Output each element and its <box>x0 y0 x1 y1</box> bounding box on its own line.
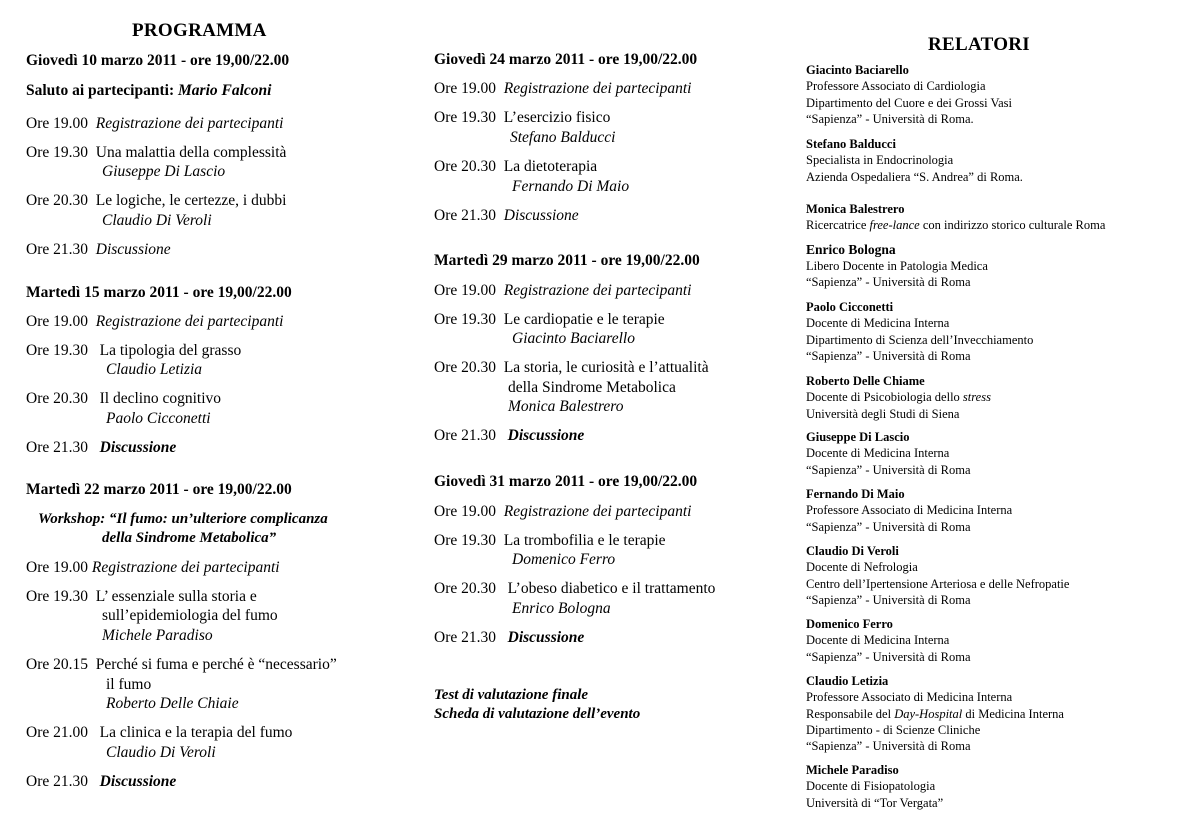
day-heading: Martedì 29 marzo 2011 - ore 19,00/22.00 <box>434 252 700 269</box>
saluto-label: Saluto ai partecipanti: <box>26 82 178 99</box>
session-time: Ore 21.00 <box>26 724 88 741</box>
session-time: Ore 21.30 <box>434 629 496 646</box>
session-line <box>26 241 171 259</box>
speaker-line: “Sapienza” - Università di Roma <box>806 592 971 607</box>
session-time: Ore 19.30 <box>26 144 88 161</box>
speaker-line: “Sapienza” - Università di Roma <box>806 275 971 290</box>
speaker-line: Azienda Ospedaliera “S. Andrea” di Roma. <box>806 169 1023 184</box>
session-title: Perché si fuma e perché è “necessario” <box>95 656 337 673</box>
speaker-line: “Sapienza” - Università di Roma <box>806 462 971 477</box>
speaker-line <box>806 706 1064 722</box>
day-heading: Martedì 15 marzo 2011 - ore 19,00/22.00 <box>26 284 292 301</box>
session-title: Il declino cognitivo <box>99 390 222 407</box>
speaker-line-part: free-lance <box>869 218 920 233</box>
session-time: Ore 19.30 <box>434 311 496 328</box>
speaker-line: “Sapienza” - Università di Roma. <box>806 111 974 126</box>
session-line <box>434 80 691 98</box>
session-speaker: Claudio Letizia <box>106 361 203 378</box>
session-title: L’esercizio fisico <box>503 109 611 126</box>
session-time: Ore 21.30 <box>434 427 496 444</box>
speaker-line: “Sapienza” - Università di Roma <box>806 649 971 664</box>
session-time: Ore 20.30 <box>434 580 496 597</box>
session-title: Le logiche, le certezze, i dubbi <box>95 192 287 209</box>
session-speaker: Domenico Ferro <box>512 551 616 568</box>
session-title: Una malattia della complessità <box>95 144 287 161</box>
speaker-name: Michele Paradiso <box>806 763 899 777</box>
speaker-line: “Sapienza” - Università di Roma <box>806 348 971 363</box>
speaker-line: Dipartimento di Scienza dell’Invecchiamento <box>806 332 1034 347</box>
session-time: Ore 21.30 <box>434 207 496 224</box>
day-heading: Giovedì 24 marzo 2011 - ore 19,00/22.00 <box>434 51 698 68</box>
session-title: La clinica e la terapia del fumo <box>99 724 293 741</box>
session-speaker: Stefano Balducci <box>510 129 616 146</box>
session-line <box>26 656 337 674</box>
session-title: Registrazione dei partecipanti <box>503 503 692 520</box>
session-title: Registrazione dei partecipanti <box>503 80 692 97</box>
day-heading: Martedì 22 marzo 2011 - ore 19,00/22.00 <box>26 481 292 498</box>
final-evaluation: Scheda di valutazione dell’evento <box>434 706 641 722</box>
day-heading: Giovedì 10 marzo 2011 - ore 19,00/22.00 <box>26 52 290 69</box>
session-line <box>26 390 221 408</box>
workshop-title: della Sindrome Metabolica” <box>102 530 277 546</box>
speaker-entry <box>806 241 988 291</box>
speaker-name: Roberto Delle Chiame <box>806 374 925 388</box>
session-title: il fumo <box>106 676 152 693</box>
session-time: Ore 19.00 <box>26 559 88 576</box>
session-speaker: Claudio Di Veroli <box>106 744 216 761</box>
session-time: Ore 20.30 <box>434 158 496 175</box>
session-speaker: Claudio Di Veroli <box>102 212 212 229</box>
speaker-line: Dipartimento - di Scienze Cliniche <box>806 722 981 737</box>
saluto-name: Mario Falconi <box>178 82 272 99</box>
speaker-line: Specialista in Endocrinologia <box>806 153 954 168</box>
session-line <box>434 629 584 647</box>
session-line <box>434 158 597 176</box>
speaker-line: Docente di Medicina Interna <box>806 316 950 331</box>
session-title: Discussione <box>99 439 177 456</box>
session-line <box>26 313 283 331</box>
session-line <box>434 532 666 550</box>
speaker-line: Professore Associato di Medicina Interna <box>806 503 1013 518</box>
session-line <box>434 207 579 225</box>
session-line <box>26 115 283 133</box>
session-line <box>434 359 709 377</box>
speaker-name: Paolo Cicconetti <box>806 300 894 314</box>
session-title: La tipologia del grasso <box>99 342 242 359</box>
session-speaker: Fernando Di Maio <box>512 178 630 195</box>
session-title: Registrazione dei partecipanti <box>503 282 692 299</box>
speaker-line: Docente di Medicina Interna <box>806 446 950 461</box>
speaker-entry <box>806 373 991 422</box>
workshop-title: Workshop: “Il fumo: un’ulteriore complicanza <box>38 511 328 527</box>
session-line <box>26 773 176 791</box>
speaker-line-part: di Medicina Interna <box>962 706 1064 721</box>
session-title: Le cardiopatie e le terapie <box>503 311 665 328</box>
speaker-entry <box>806 486 1012 535</box>
speaker-line-part: Day-Hospital <box>894 706 963 721</box>
speaker-line-part: Ricercatrice <box>806 218 870 233</box>
session-line <box>434 109 610 127</box>
speaker-entry <box>806 673 1064 754</box>
session-speaker: Michele Paradiso <box>102 627 213 644</box>
speaker-line: Dipartimento del Cuore e dei Grossi Vasi <box>806 95 1012 110</box>
speaker-line: Docente di Fisiopatologia <box>806 779 936 794</box>
session-time: Ore 19.00 <box>434 80 496 97</box>
session-line <box>26 342 241 360</box>
session-time: Ore 21.30 <box>26 241 88 258</box>
session-speaker: Giacinto Baciarello <box>512 330 635 347</box>
speaker-line: Professore Associato di Cardiologia <box>806 79 986 94</box>
session-title: della Sindrome Metabolica <box>508 379 676 396</box>
session-title: Discussione <box>95 241 171 258</box>
speaker-line: Centro dell’Ipertensione Arteriosa e delle Nefropatie <box>806 576 1070 591</box>
speaker-name: Domenico Ferro <box>806 617 893 631</box>
session-line <box>434 580 715 598</box>
session-time: Ore 20.30 <box>434 359 496 376</box>
session-time: Ore 19.30 <box>26 342 88 359</box>
session-title: Discussione <box>99 773 177 790</box>
saluto-line <box>26 82 271 100</box>
speaker-name: Giuseppe Di Lascio <box>806 430 910 444</box>
speaker-line-part: con indirizzo storico culturale Roma <box>919 218 1106 233</box>
speaker-line: Libero Docente in Patologia Medica <box>806 259 988 273</box>
speaker-entry <box>806 543 1069 608</box>
speaker-name: Claudio Di Veroli <box>806 544 899 558</box>
session-title: L’obeso diabetico e il trattamento <box>507 580 716 597</box>
speaker-line: Università di “Tor Vergata” <box>806 795 944 810</box>
session-title: Discussione <box>503 207 579 224</box>
speaker-line-part: stress <box>962 390 991 405</box>
speaker-name: Giacinto Baciarello <box>806 63 909 77</box>
session-speaker: Giuseppe Di Lascio <box>102 163 226 180</box>
speaker-line: Docente di Nefrologia <box>806 560 918 575</box>
session-line <box>26 724 292 742</box>
session-line <box>434 503 691 521</box>
session-title: Registrazione dei partecipanti <box>91 559 280 576</box>
speaker-entry <box>806 616 971 665</box>
session-speaker: Paolo Cicconetti <box>106 410 211 427</box>
session-title: Registrazione dei partecipanti <box>95 313 284 330</box>
session-title: Discussione <box>507 427 585 444</box>
session-title: sull’epidemiologia del fumo <box>102 607 278 624</box>
speaker-line-part: Docente di Psicobiologia dello <box>806 390 963 405</box>
session-title: L’ essenziale sulla storia e <box>95 588 257 605</box>
session-time: Ore 19.00 <box>434 503 496 520</box>
speaker-entry <box>806 62 1012 127</box>
speaker-entry <box>806 429 971 478</box>
session-line <box>434 427 584 445</box>
session-title: La trombofilia e le terapie <box>503 532 666 549</box>
day-heading: Giovedì 31 marzo 2011 - ore 19,00/22.00 <box>434 473 698 490</box>
session-time: Ore 20.30 <box>26 192 88 209</box>
final-test: Test di valutazione finale <box>434 687 589 703</box>
session-line <box>434 311 665 329</box>
speaker-line: “Sapienza” - Università di Roma <box>806 519 971 534</box>
session-line <box>26 588 257 606</box>
session-time: Ore 21.30 <box>26 773 88 790</box>
speaker-entry <box>806 136 1023 185</box>
session-title: Registrazione dei partecipanti <box>95 115 284 132</box>
session-speaker: Roberto Delle Chiaie <box>106 695 239 712</box>
session-time: Ore 20.30 <box>26 390 88 407</box>
session-time: Ore 19.00 <box>26 115 88 132</box>
speaker-name: Enrico Bologna <box>806 242 896 257</box>
speaker-line: Università degli Studi di Siena <box>806 406 960 421</box>
session-time: Ore 19.30 <box>434 532 496 549</box>
speaker-entry <box>806 762 943 811</box>
speaker-line <box>806 217 1105 233</box>
session-time: Ore 20.15 <box>26 656 88 673</box>
session-line <box>434 282 691 300</box>
session-title: La storia, le curiosità e l’attualità <box>503 359 709 376</box>
session-line <box>26 439 176 457</box>
relatori-title: RELATORI <box>928 34 1031 55</box>
speaker-entry <box>806 299 1033 364</box>
speaker-name: Monica Balestrero <box>806 202 905 216</box>
speaker-entry <box>806 201 1105 234</box>
session-speaker: Enrico Bologna <box>512 600 611 617</box>
speaker-line: Professore Associato di Medicina Interna <box>806 690 1013 705</box>
speaker-name: Fernando Di Maio <box>806 487 905 501</box>
session-time: Ore 19.30 <box>26 588 88 605</box>
speaker-line: Docente di Medicina Interna <box>806 633 950 648</box>
speaker-name: Claudio Letizia <box>806 674 889 688</box>
session-title: La dietoterapia <box>503 158 598 175</box>
speaker-name: Stefano Balducci <box>806 137 896 151</box>
session-line <box>26 559 280 577</box>
session-line <box>26 144 286 162</box>
speaker-line: “Sapienza” - Università di Roma <box>806 739 971 754</box>
session-speaker: Monica Balestrero <box>508 398 624 415</box>
session-title: Discussione <box>507 629 585 646</box>
session-time: Ore 19.00 <box>26 313 88 330</box>
session-time: Ore 21.30 <box>26 439 88 456</box>
speaker-line-part: Responsabile del <box>806 706 895 721</box>
session-time: Ore 19.30 <box>434 109 496 126</box>
session-line <box>26 192 286 210</box>
speaker-line <box>806 389 991 405</box>
session-time: Ore 19.00 <box>434 282 496 299</box>
programma-title: PROGRAMMA <box>132 20 267 41</box>
